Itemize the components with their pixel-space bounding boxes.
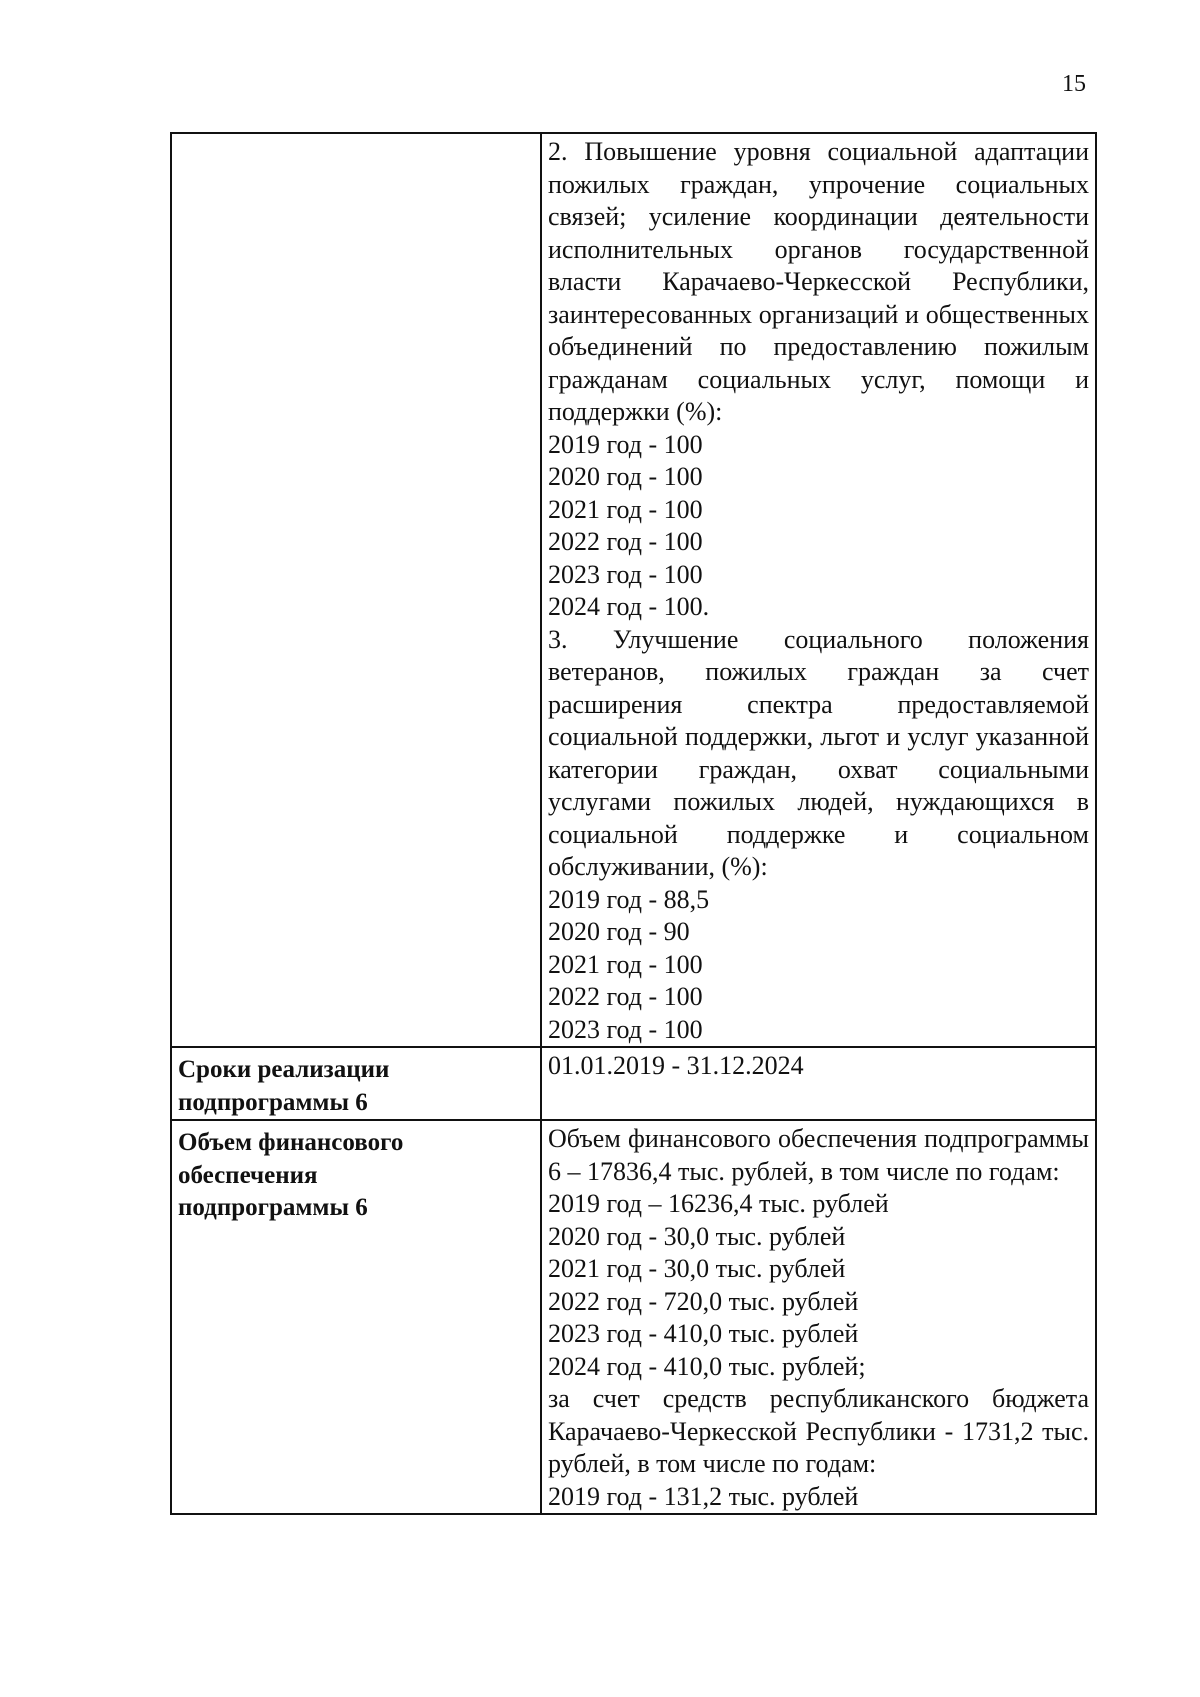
table-row-period <box>171 1047 1096 1120</box>
row-value-period <box>541 1047 1096 1120</box>
goal-3-year-2022: 2022 год - 100 <box>548 982 703 1011</box>
row-label-period <box>171 1047 541 1120</box>
financing-year-2021: 2021 год - 30,0 тыс. рублей <box>548 1254 846 1283</box>
financing-year-2024: 2024 год - 410,0 тыс. рублей; <box>548 1351 866 1381</box>
period-label-line-2: подпрограммы 6 <box>178 1088 368 1116</box>
financing-year-2020: 2020 год - 30,0 тыс. рублей <box>548 1221 846 1251</box>
goal-2-year-2019: 2019 год - 100 <box>548 429 703 459</box>
goal-2-year-2022: 2022 год - 100 <box>548 527 703 556</box>
goal-3-text: 3. Улучшение социального положения ветеранов, пожилых граждан за счет расширения спектра предоставляемой социальной поддержки, льгот и услуг указанной категории граждан, охват социальными услугами пожилых людей, нуждающихся в социальной поддержке и социальном обслуживании, (%): <box>548 624 1089 881</box>
row-value-indicators <box>541 133 1096 1047</box>
goal-3-year-2019: 2019 год - 88,5 <box>548 884 710 914</box>
goal-2-year-2020: 2020 год - 100 <box>548 462 703 491</box>
row-value-financing <box>541 1120 1096 1514</box>
table-row-financing <box>171 1120 1096 1514</box>
page-number: 15 <box>1062 71 1086 97</box>
financing-label-line-3: подпрограммы 6 <box>178 1194 368 1221</box>
financing-regional-year-2019: 2019 год - 131,2 тыс. рублей <box>548 1481 859 1511</box>
row-label-empty <box>171 133 541 1047</box>
goal-3-year-2023: 2023 год - 100 <box>548 1014 703 1044</box>
financing-label-line-1: Объем финансового <box>178 1129 404 1156</box>
financing-intro: Объем финансового обеспечения подпрограммы 6 – 17836,4 тыс. рублей, в том числе по годам: <box>548 1124 1089 1186</box>
goal-3-year-2021: 2021 год - 100 <box>548 949 703 979</box>
goal-2-year-2024: 2024 год - 100. <box>548 592 710 621</box>
goal-2-year-2021: 2021 год - 100 <box>548 494 703 524</box>
goal-3-year-2020: 2020 год - 90 <box>548 917 690 946</box>
row-label-financing <box>171 1120 541 1514</box>
table-row-indicators <box>171 133 1096 1047</box>
passport-table <box>170 132 1097 1515</box>
financing-regional-budget: за счет средств республиканского бюджета Карачаево-Черкесской Республики - 1731,2 тыс. рублей, в том числе по годам: <box>548 1384 1089 1478</box>
period-value: 01.01.2019 - 31.12.2024 <box>548 1051 804 1080</box>
financing-year-2022: 2022 год - 720,0 тыс. рублей <box>548 1286 859 1316</box>
financing-year-2019: 2019 год – 16236,4 тыс. рублей <box>548 1189 889 1218</box>
financing-year-2023: 2023 год - 410,0 тыс. рублей <box>548 1319 859 1348</box>
period-label-line-1: Сроки реализации <box>178 1056 390 1083</box>
goal-2-text: 2. Повышение уровня социальной адаптации пожилых граждан, упрочение социальных связей; усиление координации деятельности исполнительных органов государственной власти Карачаево-Черкесской Республики, заинтересованных организаций и общественных объединений по предоставлению пожилым гражданам социальных услуг, помощи и поддержки (%): <box>548 137 1089 426</box>
financing-label-line-2: обеспечения <box>178 1161 318 1189</box>
goal-2-year-2023: 2023 год - 100 <box>548 559 703 589</box>
